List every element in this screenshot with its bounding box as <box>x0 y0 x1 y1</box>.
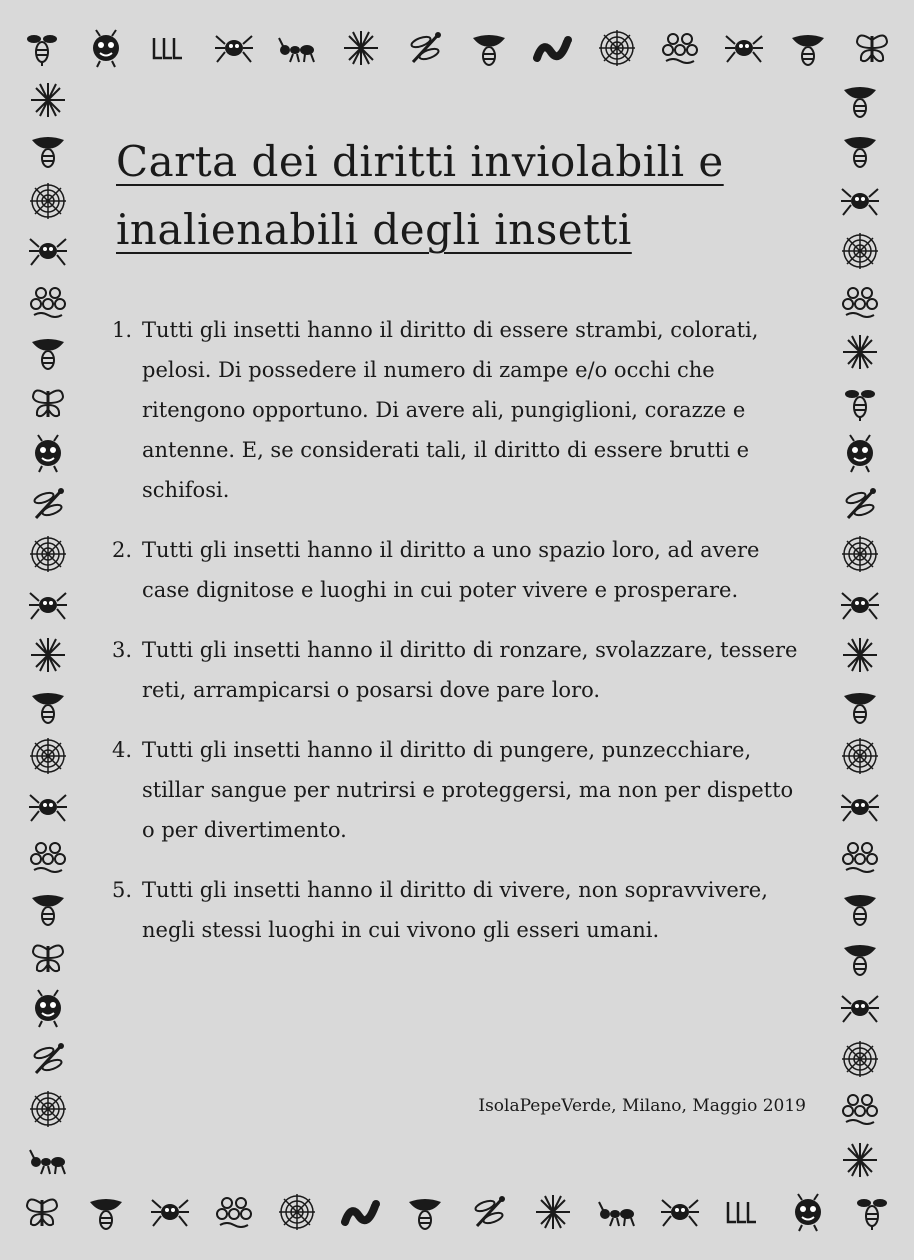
spiderweb-icon <box>840 1039 880 1079</box>
eggs-icon <box>28 837 68 877</box>
dragonfly-icon <box>28 484 68 524</box>
fly-icon <box>86 1192 126 1232</box>
spiderweb-icon <box>840 231 880 271</box>
spider-icon <box>840 787 880 827</box>
top-border <box>22 22 892 74</box>
article-number: 5. <box>112 878 133 902</box>
spider-icon <box>28 585 68 625</box>
article-number: 2. <box>112 538 133 562</box>
dragonfly-icon <box>840 484 880 524</box>
star-bug-icon <box>840 635 880 675</box>
article-text: Tutti gli insetti hanno il diritto di pungere, punzecchiare, stillar sangue per nutrirsi e proteggersi, ma non per dispetto o per divertimento. <box>142 738 794 842</box>
fly-icon <box>469 28 509 68</box>
article-number: 1. <box>112 318 133 342</box>
fly-icon <box>788 28 828 68</box>
dragonfly-icon <box>469 1192 509 1232</box>
star-bug-icon <box>840 332 880 372</box>
fly-icon <box>28 686 68 726</box>
fly-icon <box>28 888 68 928</box>
eggs-icon <box>840 1089 880 1129</box>
star-bug-icon <box>341 28 381 68</box>
ants-icon <box>150 28 190 68</box>
star-bug-icon <box>533 1192 573 1232</box>
left-border <box>22 80 74 1180</box>
bee-icon <box>852 1192 892 1232</box>
bee-icon <box>840 383 880 423</box>
spiderweb-icon <box>28 534 68 574</box>
spider-icon <box>840 181 880 221</box>
document-title: Carta dei diritti inviolabili e inalienabili degli insetti <box>116 137 724 254</box>
fly-icon <box>28 130 68 170</box>
articles-list <box>112 310 812 970</box>
fly-icon <box>840 686 880 726</box>
butterfly-icon <box>852 28 892 68</box>
eggs-icon <box>214 1192 254 1232</box>
signature: IsolaPepeVerde, Milano, Maggio 2019 <box>478 1096 806 1116</box>
ants-icon <box>724 1192 764 1232</box>
caterpillar-icon <box>341 1192 381 1232</box>
beetle-icon <box>28 988 68 1028</box>
spiderweb-icon <box>840 736 880 776</box>
eggs-icon <box>840 282 880 322</box>
right-border <box>834 80 886 1180</box>
spiderweb-icon <box>28 736 68 776</box>
spiderweb-icon <box>840 534 880 574</box>
butterfly-icon <box>22 1192 62 1232</box>
article-item <box>112 310 812 510</box>
eggs-icon <box>660 28 700 68</box>
dragonfly-icon <box>405 28 445 68</box>
beetle-icon <box>28 433 68 473</box>
beetle-icon <box>788 1192 828 1232</box>
fly-icon <box>840 888 880 928</box>
star-bug-icon <box>840 1140 880 1180</box>
article-number: 3. <box>112 638 133 662</box>
spider-icon <box>150 1192 190 1232</box>
article-text: Tutti gli insetti hanno il diritto a uno spazio loro, ad avere case dignitose e luoghi in cui poter vivere e prosperare. <box>142 538 760 602</box>
spiderweb-icon <box>277 1192 317 1232</box>
spider-icon <box>840 988 880 1028</box>
star-bug-icon <box>28 635 68 675</box>
spider-icon <box>840 585 880 625</box>
fly-icon <box>840 130 880 170</box>
article-text: Tutti gli insetti hanno il diritto di essere strambi, colorati, pelosi. Di possedere il numero di zampe e/o occhi che ritengono opportuno. Di avere ali, pungiglioni, corazze e antenne. E, se considerati tali, il diritto di essere brutti e schifosi. <box>142 318 759 502</box>
article-item <box>112 630 812 710</box>
spiderweb-icon <box>28 181 68 221</box>
ant-icon <box>277 28 317 68</box>
butterfly-icon <box>28 383 68 423</box>
spiderweb-icon <box>597 28 637 68</box>
fly-icon <box>840 80 880 120</box>
dragonfly-icon <box>28 1039 68 1079</box>
spider-icon <box>660 1192 700 1232</box>
star-bug-icon <box>28 80 68 120</box>
butterfly-icon <box>28 938 68 978</box>
spiderweb-icon <box>28 1089 68 1129</box>
bee-icon <box>22 28 62 68</box>
article-item <box>112 530 812 610</box>
eggs-icon <box>840 837 880 877</box>
eggs-icon <box>28 282 68 322</box>
bottom-border <box>22 1186 892 1238</box>
article-item <box>112 870 812 950</box>
caterpillar-icon <box>533 28 573 68</box>
spider-icon <box>724 28 764 68</box>
beetle-icon <box>840 433 880 473</box>
spider-icon <box>214 28 254 68</box>
fly-icon <box>405 1192 445 1232</box>
spider-icon <box>28 231 68 271</box>
fly-icon <box>28 332 68 372</box>
article-text: Tutti gli insetti hanno il diritto di ronzare, svolazzare, tessere reti, arrampicarsi o posarsi dove pare loro. <box>142 638 798 702</box>
spider-icon <box>28 787 68 827</box>
fly-icon <box>840 938 880 978</box>
beetle-icon <box>86 28 126 68</box>
ant-icon <box>28 1140 68 1180</box>
article-text: Tutti gli insetti hanno il diritto di vivere, non sopravvivere, negli stessi luoghi in cui vivono gli esseri umani. <box>142 878 768 942</box>
article-item <box>112 730 812 850</box>
article-number: 4. <box>112 738 133 762</box>
ant-icon <box>597 1192 637 1232</box>
